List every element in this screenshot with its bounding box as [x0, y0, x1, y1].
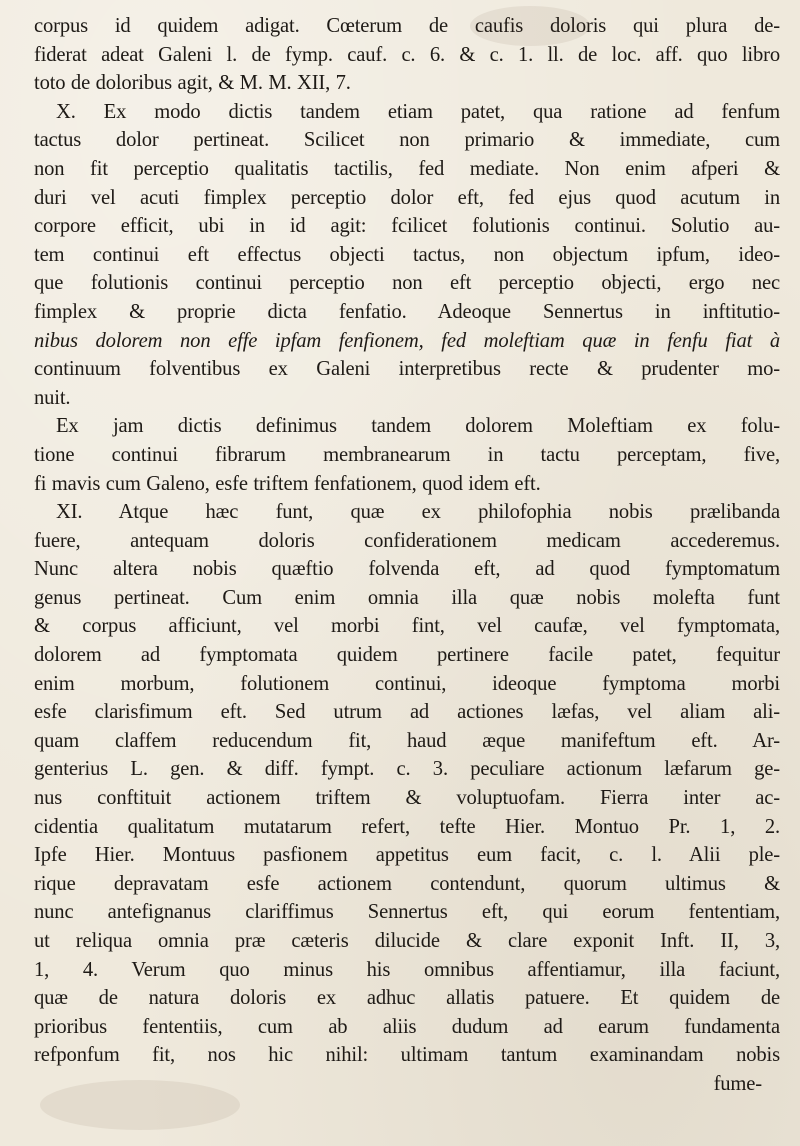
- text-line: XI. Atque hæc funt, quæ ex philofophia nobis prælibanda: [56, 501, 780, 524]
- text-line: quæ de natura doloris ex adhuc allatis patuere. Et quidem de: [34, 987, 780, 1010]
- text-line: Ipfe Hier. Montuus pasfionem appetitus eum facit, c. l. Alii ple-: [34, 844, 780, 867]
- text-line: quam claffem reducendum fit, haud æque manifeftum eft. Ar-: [34, 729, 780, 752]
- body-text: [34, 12, 780, 1099]
- text-line: genus pertineat. Cum enim omnia illa quæ nobis molefta funt: [34, 586, 780, 609]
- text-line: cidentia qualitatum mutatarum refert, tefte Hier. Montuo Pr. 1, 2.: [34, 815, 780, 838]
- text-line: enim morbum, folutionem continui, ideoque fymptoma morbi: [34, 672, 780, 695]
- text-line: fimplex & proprie dicta fenfatio. Adeoque Sennertus in inftitutio-: [34, 300, 780, 323]
- text-line: fuere, antequam doloris confiderationem medicam accederemus.: [34, 529, 780, 552]
- text-line: genterius L. gen. & diff. fympt. c. 3. peculiare actionum læfarum ge-: [34, 758, 780, 781]
- text-line: esfe clarisfimum eft. Sed utrum ad actiones læfas, vel aliam ali-: [34, 701, 780, 724]
- text-line: toto de doloribus agit, & M. M. XII, 7.: [34, 72, 351, 95]
- text-line: tione continui fibrarum membranearum in tactu perceptam, five,: [34, 443, 780, 466]
- text-line: que folutionis continui perceptio non eft perceptio objecti, ergo nec: [34, 272, 780, 295]
- text-line: dolorem ad fymptomata quidem pertinere facile patet, fequitur: [34, 644, 780, 667]
- text-line: non fit perceptio qualitatis tactilis, fed mediate. Non enim afperi &: [34, 157, 780, 180]
- text-line: ut reliqua omnia præ cæteris dilucide & clare exponit Inft. II, 3,: [34, 930, 780, 952]
- text-line: tactus dolor pertineat. Scilicet non primario & immediate, cum: [34, 129, 780, 152]
- text-line: corpus id quidem adigat. Cœterum de caufis doloris qui plura de-: [34, 15, 780, 37]
- text-line: fi mavis cum Galeno, esfe triftem fenfationem, quod idem eft.: [34, 472, 541, 495]
- text-line: nuit.: [34, 386, 71, 409]
- text-line: X. Ex modo dictis tandem etiam patet, qua ratione ad fenfum: [56, 100, 780, 123]
- catchword: fume-: [713, 1072, 762, 1095]
- text-line: refponfum fit, nos hic nihil: ultimam tantum examinandam nobis: [34, 1044, 780, 1067]
- text-line: prioribus fententiis, cum ab aliis dudum ad earum fundamenta: [34, 1015, 780, 1038]
- text-line: 1, 4. Verum quo minus his omnibus affentiamur, illa faciunt,: [34, 958, 780, 981]
- text-line: nunc antefignanus clariffimus Sennertus eft, qui eorum fententiam,: [34, 901, 780, 924]
- text-line: nibus dolorem non effe ipfam fenfionem, fed moleftiam quæ in fenfu fiat à: [34, 329, 780, 352]
- text-line: corpore efficit, ubi in id agit: fcilicet folutionis continui. Solutio au-: [34, 215, 780, 238]
- text-line: nus conftituit actionem triftem & voluptuofam. Fierra inter ac-: [34, 787, 780, 810]
- text-line: tem continui eft effectus objecti tactus, non objectum ipfum, ideo-: [34, 243, 780, 266]
- text-line: Nunc altera nobis quæftio folvenda eft, ad quod fymptomatum: [34, 558, 780, 581]
- text-line: duri vel acuti fimplex perceptio dolor eft, fed ejus quod acutum in: [34, 186, 780, 209]
- text-line: continuum folventibus ex Galeni interpretibus recte & prudenter mo-: [34, 358, 780, 381]
- text-line: fiderat adeat Galeni l. de fymp. cauf. c. 6. & c. 1. ll. de loc. aff. quo libro: [34, 43, 780, 66]
- text-line: & corpus afficiunt, vel morbi fint, vel caufæ, vel fymptomata,: [34, 615, 780, 638]
- text-line: Ex jam dictis definimus tandem dolorem Moleftiam ex folu-: [56, 415, 780, 438]
- text-line: rique depravatam esfe actionem contendunt, quorum ultimus &: [34, 872, 780, 895]
